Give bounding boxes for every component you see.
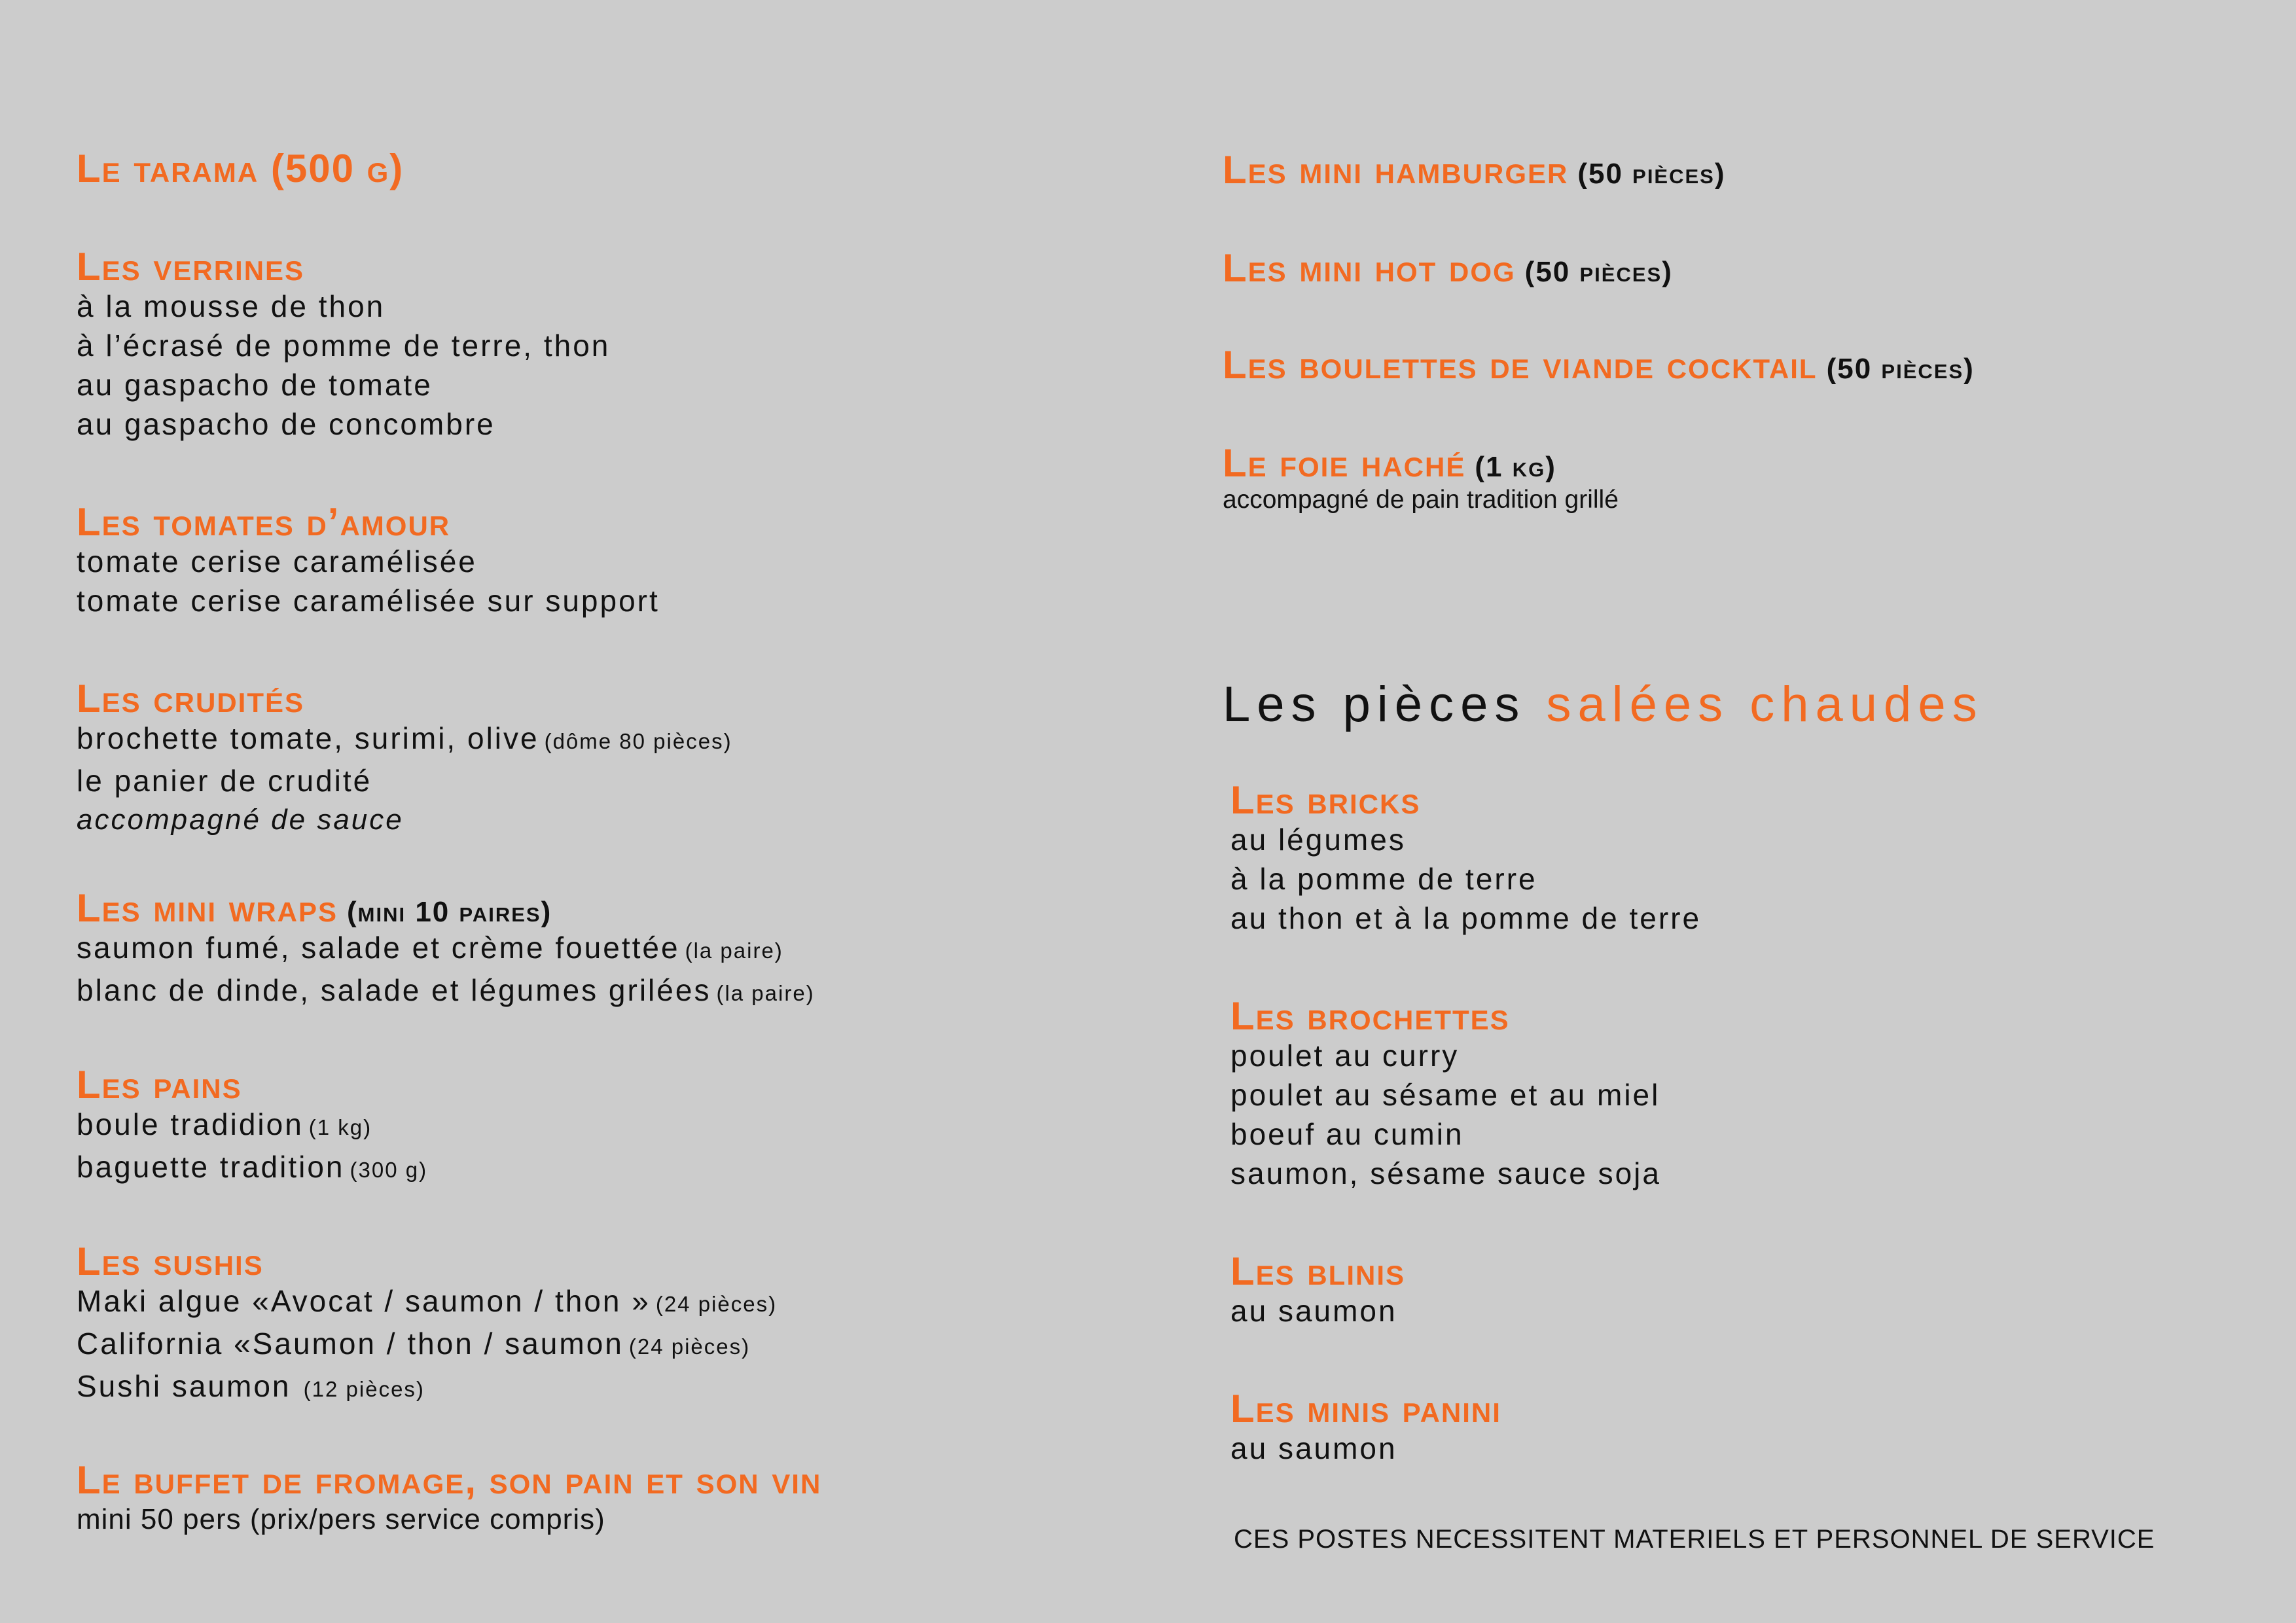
menu-item: à la mousse de thon bbox=[77, 289, 386, 323]
menu-item: California «Saumon / thon / saumon (24 pièces) bbox=[77, 1327, 751, 1361]
menu-item: tomate cerise caramélisée bbox=[77, 544, 477, 579]
hot-pieces-title-accent: salées chaudes bbox=[1546, 677, 1984, 732]
item-quantity: (300 g) bbox=[350, 1158, 428, 1182]
menu-section-mini-wraps bbox=[77, 886, 815, 1013]
menu-section-minis-panini bbox=[1230, 1389, 1501, 1468]
item-quantity: (24 pièces) bbox=[655, 1292, 778, 1316]
menu-section-bricks bbox=[1230, 778, 1702, 938]
item-quantity: (la paire) bbox=[716, 981, 815, 1005]
item-quantity: (dôme 80 pièces) bbox=[544, 729, 732, 753]
section-heading: Les minis panini bbox=[1230, 1387, 1501, 1431]
menu-item: brochette tomate, surimi, olive (dôme 80 pièces) bbox=[77, 721, 732, 755]
menu-section-verrines bbox=[77, 247, 610, 444]
menu-item: à la pomme de terre bbox=[1230, 862, 1537, 896]
menu-item: au saumon bbox=[1230, 1431, 1397, 1465]
service-notice: CES POSTES NECESSITENT MATERIELS ET PERSONNEL DE SERVICE bbox=[1234, 1525, 2155, 1554]
section-heading: Les mini hamburger (50 pièces) bbox=[1223, 148, 1726, 192]
menu-section-crudites bbox=[77, 679, 732, 840]
section-heading: Les mini hot dog (50 pièces) bbox=[1223, 246, 1673, 290]
menu-item: saumon fumé, salade et crème fouettée (la paire) bbox=[77, 931, 783, 965]
menu-item: au thon et à la pomme de terre bbox=[1230, 901, 1702, 935]
menu-item: Maki algue «Avocat / saumon / thon » (24 pièces) bbox=[77, 1284, 778, 1318]
menu-item: baguette tradition (300 g) bbox=[77, 1150, 428, 1184]
menu-item: à l’écrasé de pomme de terre, thon bbox=[77, 329, 611, 363]
menu-item: au légumes bbox=[1230, 823, 1406, 857]
menu-item: au gaspacho de concombre bbox=[77, 407, 495, 441]
menu-item: boeuf au cumin bbox=[1230, 1117, 1464, 1151]
menu-section-mini-hamburger bbox=[1223, 148, 1726, 192]
menu-section-blinis bbox=[1230, 1249, 1406, 1330]
heading-quantity: (50 pièces) bbox=[1524, 256, 1673, 288]
item-quantity: (12 pièces) bbox=[296, 1377, 425, 1401]
heading-quantity: (mini 10 paires) bbox=[347, 896, 552, 928]
menu-section-tarama bbox=[77, 149, 404, 188]
menu-item: boule tradidion (1 kg) bbox=[77, 1107, 372, 1141]
menu-section-foie-hache bbox=[1223, 441, 1619, 517]
section-heading: Les verrines bbox=[77, 245, 305, 289]
menu-item: poulet au curry bbox=[1230, 1039, 1460, 1073]
item-quantity: (24 pièces) bbox=[628, 1334, 751, 1359]
menu-item: au saumon bbox=[1230, 1294, 1397, 1328]
section-heading: Le buffet de fromage, son pain et son vin bbox=[77, 1458, 822, 1502]
heading-quantity: (50 pièces) bbox=[1577, 158, 1726, 190]
menu-section-sushis bbox=[77, 1242, 777, 1409]
menu-item: Sushi saumon (12 pièces) bbox=[77, 1369, 425, 1403]
section-heading: Les mini wraps (mini 10 paires) bbox=[77, 886, 552, 930]
menu-item: saumon, sésame sauce soja bbox=[1230, 1156, 1661, 1190]
menu-section-boulettes bbox=[1223, 343, 1975, 387]
menu-item-note: accompagné de sauce bbox=[77, 804, 404, 836]
menu-item: accompagné de pain tradition grillé bbox=[1223, 486, 1619, 514]
section-heading: Les pains bbox=[77, 1063, 242, 1107]
section-heading: Les bricks bbox=[1230, 778, 1421, 822]
menu-section-buffet-fromage bbox=[77, 1458, 822, 1539]
section-heading: Les brochettes bbox=[1230, 994, 1510, 1038]
hot-pieces-title: Les pièces salées chaudes bbox=[1223, 677, 1984, 732]
section-heading: Les crudités bbox=[77, 677, 305, 721]
menu-item: poulet au sésame et au miel bbox=[1230, 1078, 1660, 1112]
menu-item: au gaspacho de tomate bbox=[77, 368, 433, 402]
menu-item: le panier de crudité bbox=[77, 764, 372, 798]
section-heading: Le foie haché (1 kg) bbox=[1223, 441, 1556, 485]
menu-item: blanc de dinde, salade et légumes grilées (la paire) bbox=[77, 973, 815, 1007]
item-quantity: (la paire) bbox=[685, 938, 783, 963]
heading-quantity: (1 kg) bbox=[1475, 451, 1556, 483]
section-heading: Les boulettes de viande cocktail (50 pièces) bbox=[1223, 343, 1975, 387]
section-heading: Les tomates d’amour bbox=[77, 500, 451, 544]
menu-section-tomates bbox=[77, 500, 660, 620]
item-quantity: (1 kg) bbox=[308, 1115, 372, 1139]
section-heading: Les blinis bbox=[1230, 1249, 1406, 1293]
section-heading: Le tarama (500 g) bbox=[77, 147, 404, 190]
menu-section-brochettes bbox=[1230, 994, 1661, 1193]
menu-section-pains bbox=[77, 1065, 427, 1190]
menu-item: mini 50 pers (prix/pers service compris) bbox=[77, 1503, 605, 1535]
section-heading: Les sushis bbox=[77, 1240, 264, 1283]
heading-quantity: (50 pièces) bbox=[1826, 353, 1975, 385]
menu-item: tomate cerise caramélisée sur support bbox=[77, 584, 660, 618]
menu-section-mini-hot-dog bbox=[1223, 246, 1673, 290]
